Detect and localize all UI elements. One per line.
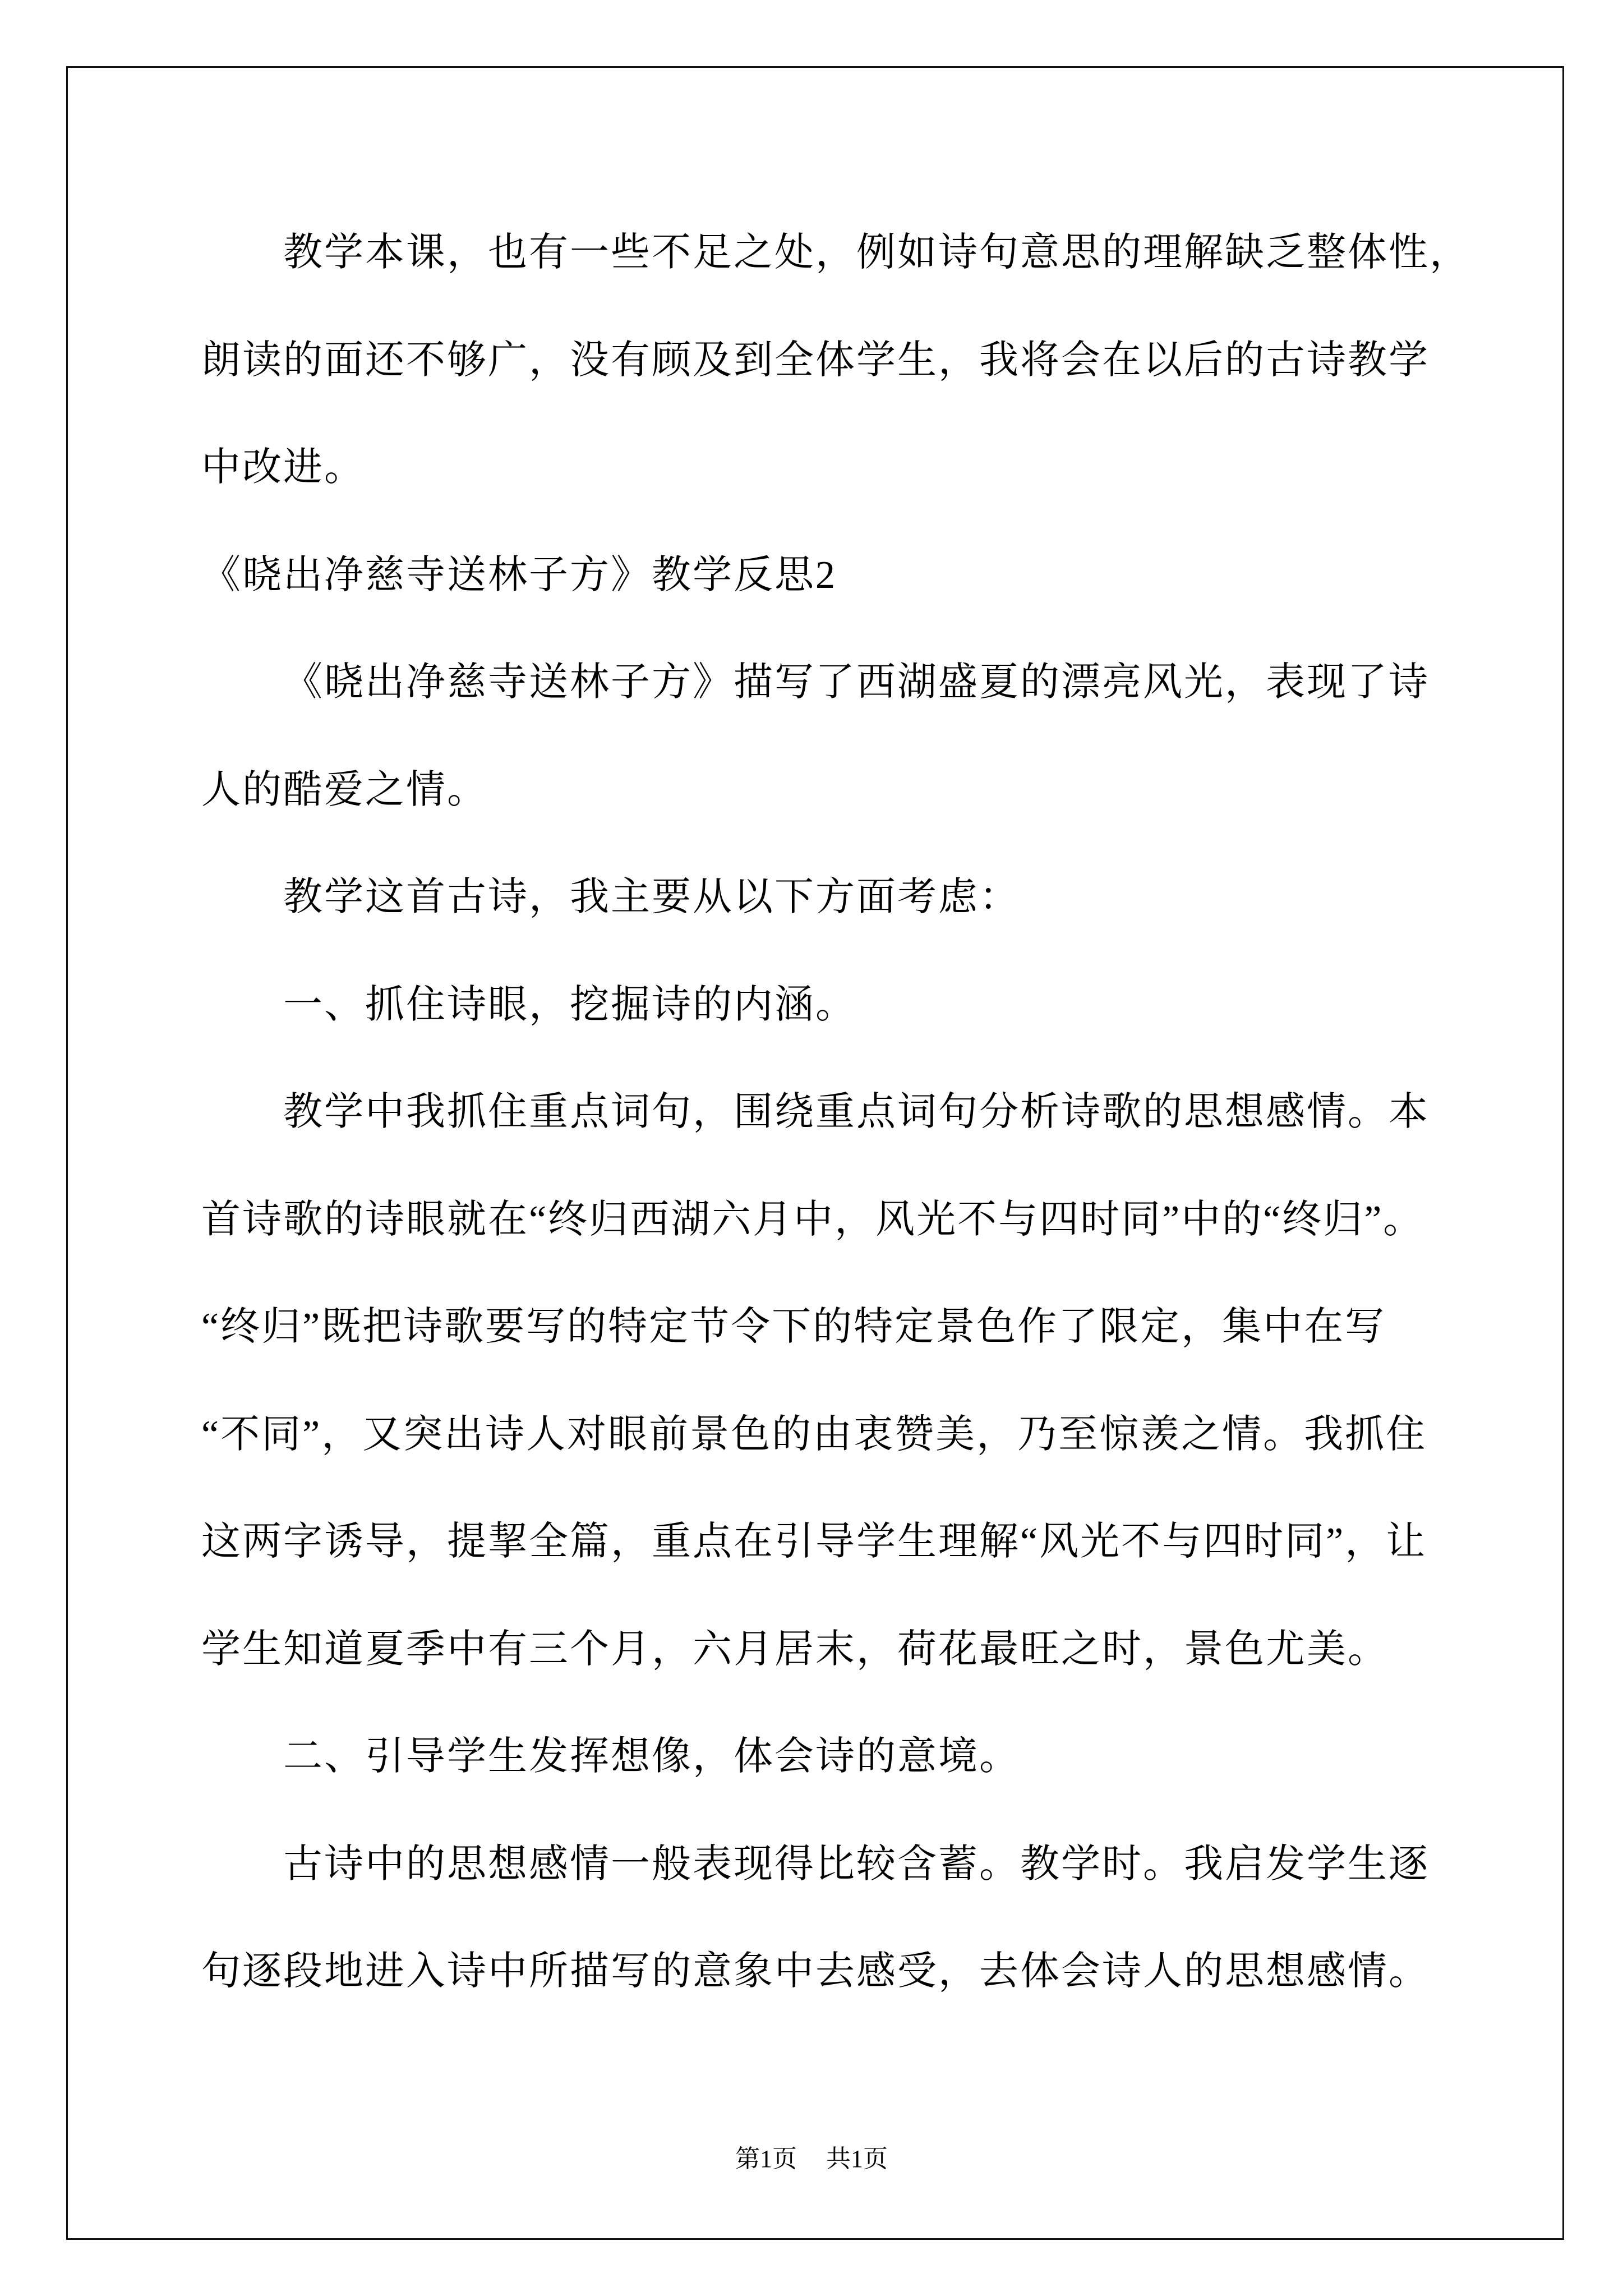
paragraph-line: 教学这首古诗，我主要从以下方面考虑： [283,876,1020,919]
page-number: 第1页 [735,2145,797,2173]
paragraph-line: 《晓出净慈寺送林子方》描写了西湖盛夏的漂亮风光，表现了诗 [283,661,1430,704]
document-body [201,199,1547,2026]
paragraph-point-two-heading [201,1703,1547,1811]
page-footer [0,2142,1623,2176]
page-count: 共1页 [826,2145,888,2173]
section-title-block [201,522,1547,629]
paragraph-point-one-body [201,1059,1547,1703]
previous-section-paragraph [201,199,1547,522]
section-title: 《晓出净慈寺送林子方》教学反思2 [201,553,837,597]
paragraph-line: 教学本课，也有一些不足之处，例如诗句意思的理解缺乏整体性， [283,231,1470,274]
paragraph-line: 学生知道夏季中有三个月，六月居末，荷花最旺之时，景色尤美。 [201,1627,1389,1671]
paragraph-line: 二、引导学生发挥想像，体会诗的意境。 [283,1735,1020,1778]
paragraph-line: “不同”，又突出诗人对眼前景色的由衷赞美，乃至惊羡之情。我抓住 [201,1412,1427,1456]
paragraph-point-two-body [201,1811,1547,2026]
paragraph-line: “终归”既把诗歌要写的特定节令下的特定景色作了限定，集中在写 [201,1305,1386,1349]
paragraph-poem-intro [201,629,1547,844]
paragraph-line: 人的酷爱之情。 [201,768,488,812]
paragraph-line: 首诗歌的诗眼就在“终归西湖六月中，风光不与四时同”中的“终归”。 [201,1198,1424,1241]
paragraph-line: 中改进。 [201,446,365,489]
paragraph-line: 这两字诱导，提挈全篇，重点在引导学生理解“风光不与四时同”，让 [201,1520,1427,1563]
paragraph-point-one-heading [201,951,1547,1059]
paragraph-line: 教学中我抓住重点词句，围绕重点词句分析诗歌的思想感情。本 [283,1091,1430,1134]
paragraph-line: 朗读的面还不够广，没有顾及到全体学生，我将会在以后的古诗教学 [201,338,1430,382]
paragraph-line: 一、抓住诗眼，挖掘诗的内涵。 [283,983,856,1027]
paragraph-line: 古诗中的思想感情一般表现得比较含蓄。教学时。我启发学生逐 [283,1842,1430,1886]
paragraph-line: 句逐段地进入诗中所描写的意象中去感受，去体会诗人的思想感情。 [201,1950,1430,1993]
paragraph-teaching-considerations [201,844,1547,951]
